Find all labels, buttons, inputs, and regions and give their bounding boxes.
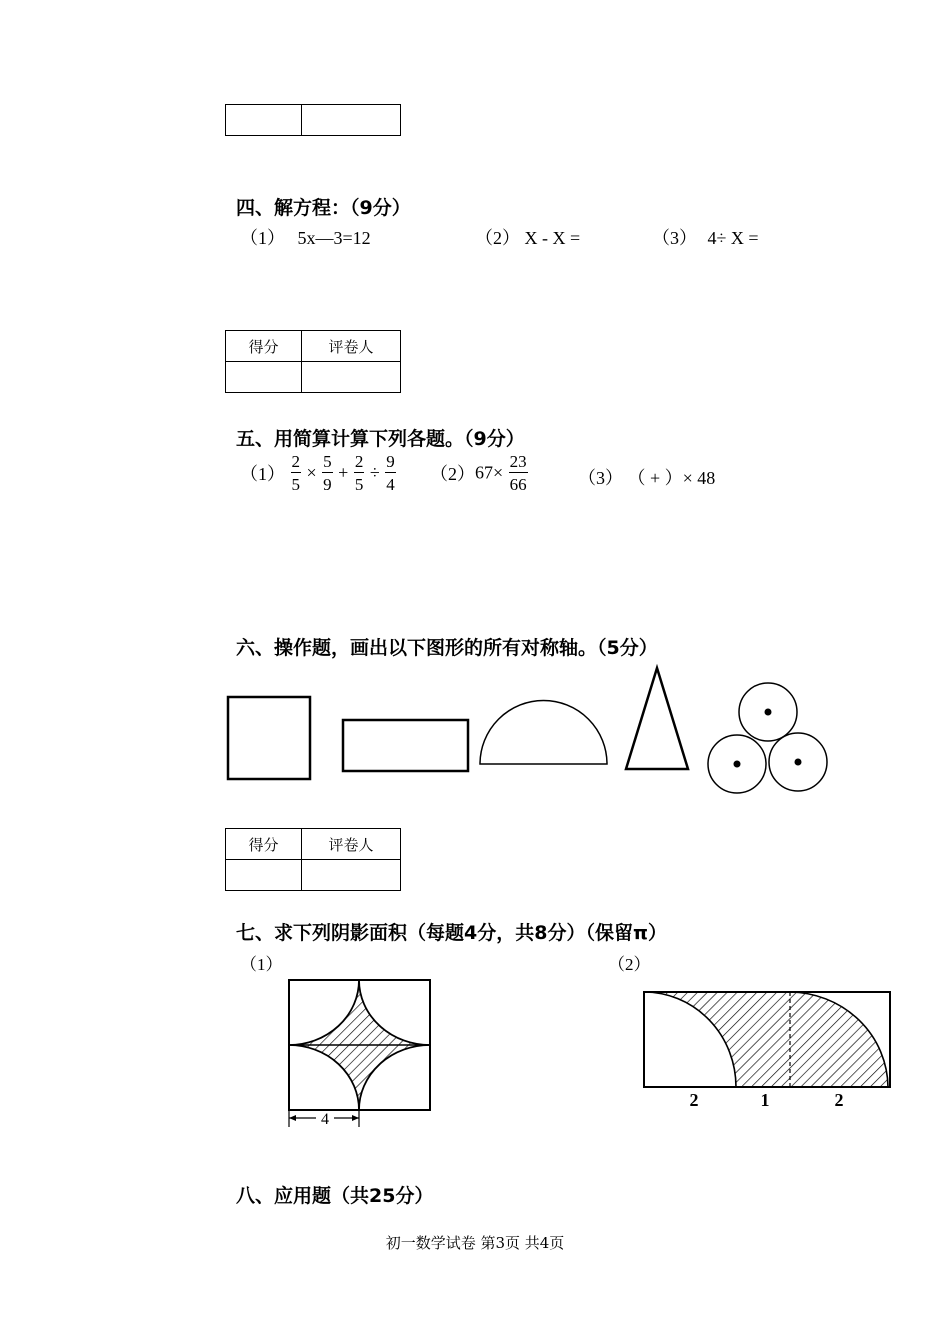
section7-heading: 七、求下列阴影面积（每题4分，共8分）（保留π） — [236, 922, 667, 944]
three-circles-shape[interactable] — [708, 683, 827, 793]
grader-cell[interactable] — [302, 105, 401, 136]
denominator: 4 — [386, 475, 395, 494]
dimension-label: 2 — [834, 1090, 844, 1110]
grader-cell[interactable] — [302, 860, 401, 891]
expression: （ + ）× 48 — [627, 468, 716, 488]
denominator: 66 — [509, 475, 527, 494]
figure2-label: （2） — [608, 955, 651, 974]
score-table-top — [225, 104, 401, 136]
equation: 4÷ X = — [707, 228, 759, 248]
item-label: （1） — [240, 464, 285, 484]
score-header: 得分 — [226, 331, 302, 362]
grader-header: 评卷人 — [302, 829, 401, 860]
item-label: （3） — [578, 468, 623, 488]
semicircle-shape[interactable] — [480, 701, 607, 765]
shaded-figure-1 — [280, 975, 440, 1135]
figure1-label: （1） — [240, 955, 283, 974]
score-cell[interactable] — [226, 860, 302, 891]
numerator: 2 — [291, 452, 300, 471]
fraction — [291, 453, 302, 493]
grader-header: 评卷人 — [302, 331, 401, 362]
item-label: （2） — [475, 228, 520, 248]
dimension-label: 2 — [689, 1090, 699, 1110]
expression: 67× — [475, 462, 504, 483]
score-table-section7 — [225, 828, 401, 891]
denominator: 5 — [291, 475, 300, 494]
section4-item3 — [652, 224, 759, 250]
item-label: （2） — [430, 464, 475, 484]
section4-heading: 四、解方程：（9分） — [236, 197, 411, 219]
score-cell[interactable] — [226, 362, 302, 393]
dimension-label: 1 — [760, 1090, 770, 1110]
section5-item1 — [240, 453, 397, 493]
shaded-star-region — [289, 980, 430, 1110]
section5-item3 — [578, 464, 715, 490]
operator: × — [306, 462, 317, 483]
score-header: 得分 — [226, 829, 302, 860]
section8-heading: 八、应用题（共25分） — [236, 1185, 434, 1207]
rectangle-shape[interactable] — [343, 720, 468, 771]
section4-item1 — [240, 224, 371, 250]
denominator: 9 — [323, 475, 332, 494]
equation: 5x—3=12 — [297, 228, 371, 248]
numerator: 23 — [509, 452, 527, 471]
numerator: 5 — [323, 452, 332, 471]
numerator: 2 — [354, 452, 364, 471]
section5-item2 — [430, 453, 529, 493]
triangle-shape[interactable] — [626, 668, 688, 769]
dimension-label: 4 — [321, 1111, 329, 1128]
fraction — [385, 453, 396, 493]
section5-heading: 五、用简算计算下列各题。（9分） — [236, 428, 525, 450]
item-label: （3） — [652, 228, 697, 248]
denominator: 5 — [354, 475, 364, 494]
section4-item2 — [475, 224, 580, 250]
square-shape[interactable] — [228, 697, 310, 779]
score-table-section5 — [225, 330, 401, 393]
item-label: （1） — [240, 228, 285, 248]
shaded-figure-2 — [635, 985, 900, 1115]
fraction — [354, 453, 365, 493]
fraction — [322, 453, 333, 493]
section6-heading: 六、操作题，画出以下图形的所有对称轴。（5分） — [236, 637, 658, 659]
grader-cell[interactable] — [302, 362, 401, 393]
equation: X - X = — [524, 228, 581, 248]
fraction — [509, 453, 528, 493]
shaded-region — [644, 992, 888, 1087]
operator: ÷ — [369, 462, 380, 483]
operator: + — [338, 462, 349, 483]
score-cell[interactable] — [226, 105, 302, 136]
page-footer: 初一数学试卷 第3页 共4页 — [385, 1234, 565, 1252]
numerator: 9 — [386, 452, 395, 471]
symmetry-figures — [220, 660, 840, 800]
